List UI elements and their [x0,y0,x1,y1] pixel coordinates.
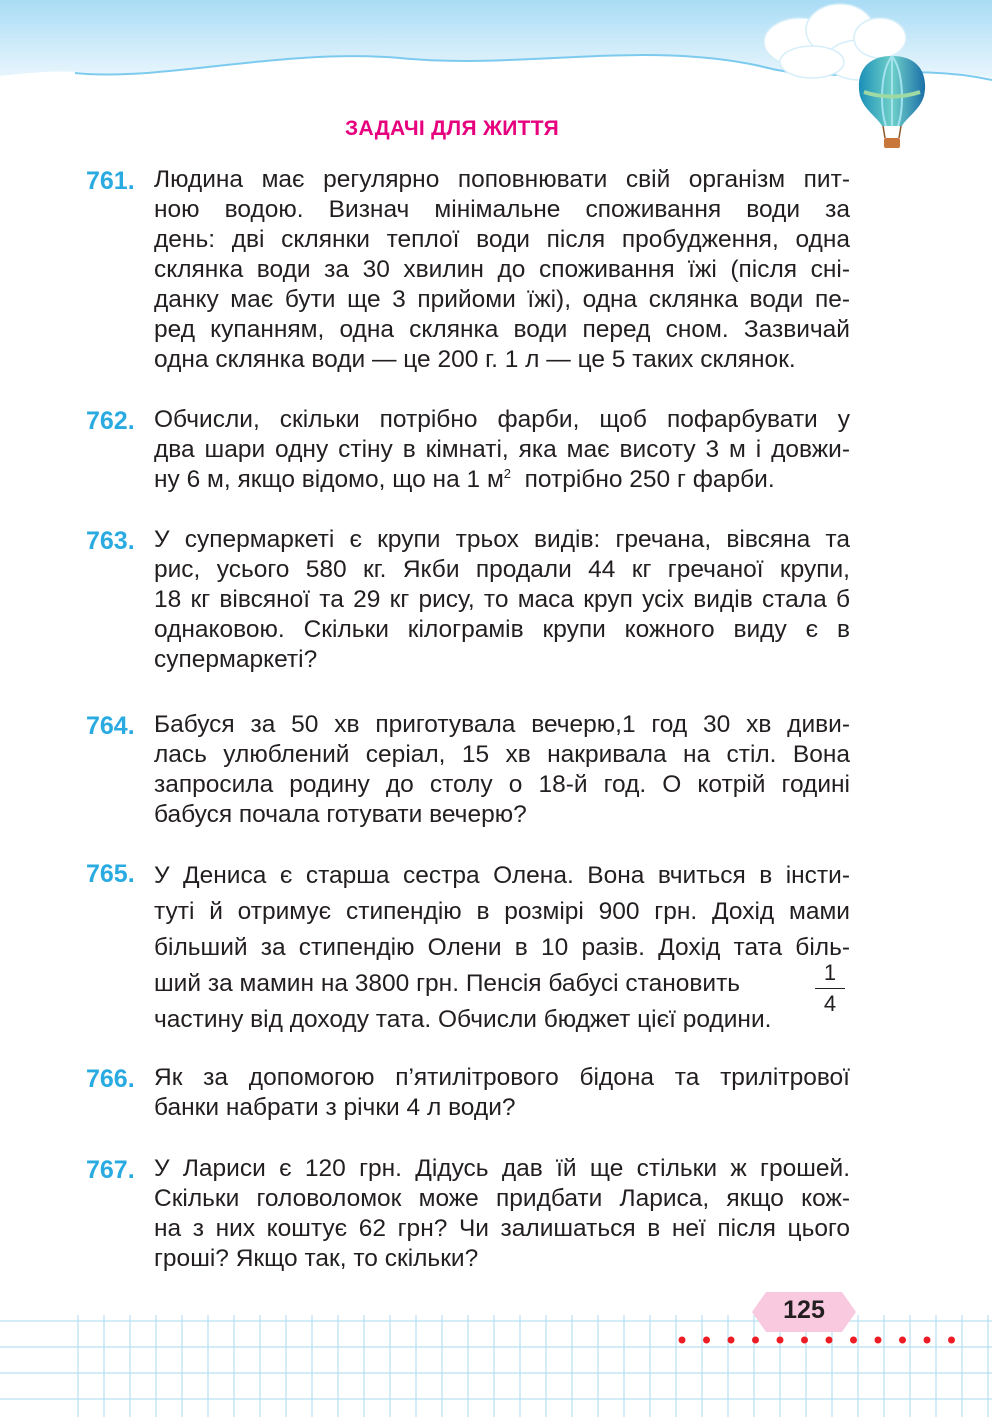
text-line: день: дві склянки теплої води після пробудження, одна [154,226,850,253]
fraction-one-quarter [815,960,845,1017]
text-line: гроші? Якщо так, то скільки? [154,1245,479,1272]
text-line: Людина має регулярно поповнювати свій організм пит- [154,166,850,193]
dot [679,1337,686,1344]
dot [703,1337,710,1344]
problem-text [154,1154,850,1274]
text-line: У супермаркеті є крупи трьох видів: гречана, вівсяна та [154,526,850,553]
fraction-numerator: 1 [823,960,837,985]
dot [801,1337,808,1344]
text-fragment: потрібно 250 г фарби. [511,466,775,493]
problem-text [154,405,850,495]
dot [948,1337,955,1344]
text-line: Обчисли, скільки потрібно фарби, щоб пофарбувати у [154,406,850,433]
problem-number: 767. [86,1156,135,1184]
text-line: туті й отримує стипендію в розмірі 900 грн. Дохід мами [154,898,850,925]
text-line: ред купанням, одна склянка води перед сном. Зазвичай [154,316,850,343]
text-line: одна склянка води — це 200 г. 1 л — це 5 таких склянок. [154,346,796,373]
text-line: лась улюблений серіал, 15 хв накривала на стіл. Вона [154,741,850,768]
dot [777,1337,784,1344]
problem-number: 764. [86,712,135,740]
decorative-dots [672,1333,972,1347]
problem-number: 761. [86,167,135,195]
text-line: супермаркеті? [154,646,318,673]
dot [728,1337,735,1344]
text-line: рис, усього 580 кг. Якби продали 44 кг гречаної крупи, [154,556,850,583]
text-line: ший за мамин на 3800 грн. Пенсія бабусі становить [154,970,741,997]
dot [826,1337,833,1344]
problem-text [154,525,850,675]
text-line: Бабуся за 50 хв приготувала вечерю,1 год 30 хв диви- [154,711,850,738]
dot [752,1337,759,1344]
text-line: однаковою. Скільки кілограмів крупи кожного виду є в [154,616,850,643]
text-line: данку має бути ще 3 прийоми їжі), одна склянка води пе- [154,286,850,313]
text-line: 18 кг вівсяної та 29 кг рису, то маса круп усіх видів стала б [154,586,850,613]
page-number: 125 [783,1296,825,1324]
text-line [154,465,850,495]
text-line: склянка води за 30 хвилин до споживання їжі (після сні- [154,256,850,283]
text-line: У Лариси є 120 грн. Дідусь дав їй ще стільки ж грошей. [154,1155,850,1182]
problem-number: 762. [86,407,135,435]
problem-number: 763. [86,527,135,555]
problem-number: 766. [86,1065,135,1093]
superscript: 2 [503,465,512,481]
text-line: Як за допомогою п’ятилітрового бідона та трилітрової [154,1064,850,1091]
fraction-bar [815,988,845,989]
text-line: бабуся почала готувати вечерю? [154,801,527,828]
text-line: частину від доходу тата. Обчисли бюджет цієї родини. [154,1006,772,1033]
text-line: ною водою. Визнач мінімальне споживання води за [154,196,850,223]
text-line: два шари одну стіну в кімнаті, яка має висоту 3 м і довжи- [154,436,850,463]
fraction-denominator: 4 [823,991,837,1016]
hot-air-balloon-icon [852,52,932,152]
dot [924,1337,931,1344]
problem-text [154,165,850,375]
text-line: банки набрати з річки 4 л води? [154,1094,516,1121]
text-line: на з них коштує 62 грн? Чи залишаться в неї після цього [154,1215,850,1242]
text-fragment: ну 6 м, якщо відомо, що на 1 м [154,466,504,493]
dot [875,1337,882,1344]
dot [850,1337,857,1344]
problem-text [154,858,850,1038]
problem-number: 765. [86,860,135,888]
section-title: ЗАДАЧІ ДЛЯ ЖИТТЯ [345,117,560,140]
problem-text [154,710,850,830]
dot [899,1337,906,1344]
problem-text [154,1063,850,1123]
text-line: запросила родину до столу о 18-й год. О котрій годині [154,771,850,798]
text-line: Скільки головоломок може придбати Лариса, якщо кож- [154,1185,850,1212]
text-line: У Дениса є старша сестра Олена. Вона вчиться в інсти- [154,862,850,889]
text-line: більший за стипендію Олени в 10 разів. Дохід тата біль- [154,934,850,961]
